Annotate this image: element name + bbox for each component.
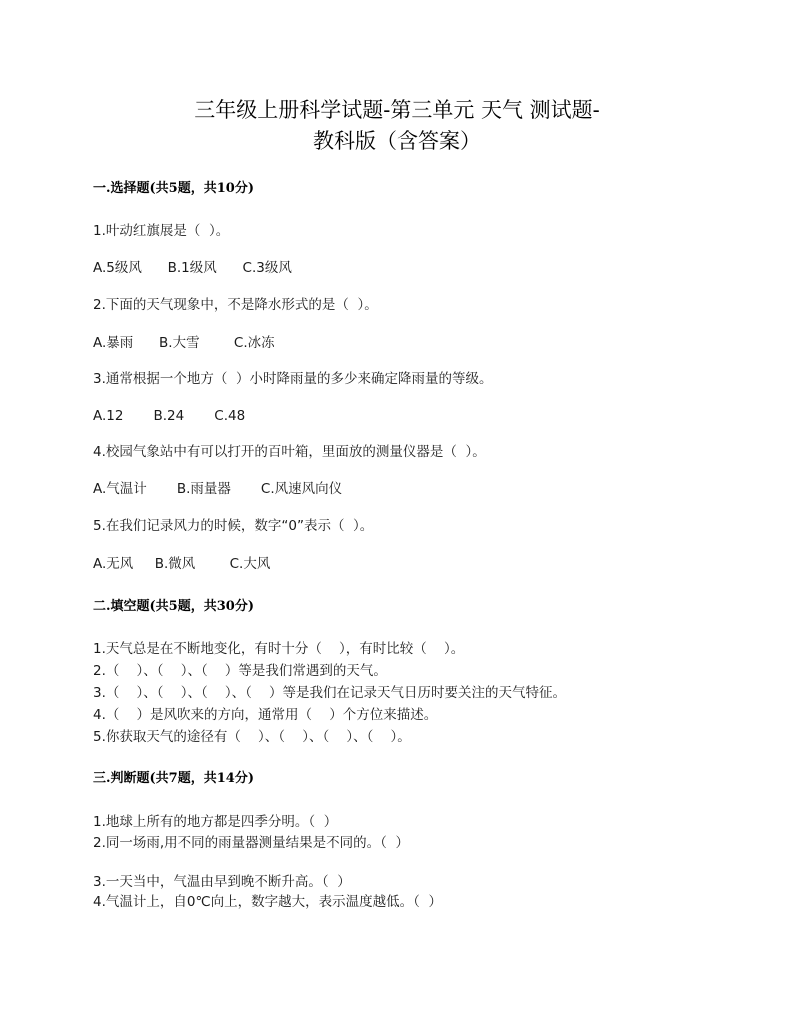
fill-question-3: 3.（ ）、（ ）、（ ）、（ ）等是我们在记录天气日历时要关注的天气特征。 bbox=[93, 685, 567, 701]
section-heading-choice: 一.选择题(共5题，共10分) bbox=[93, 181, 254, 196]
choice-question-2: 2.下面的天气现象中，不是降水形式的是（ ）。 bbox=[93, 297, 378, 313]
choice-options-5: A.无风 B.微风 C.大风 bbox=[93, 556, 271, 572]
fill-question-1: 1.天气总是在不断地变化，有时十分（ ），有时比较（ ）。 bbox=[93, 641, 465, 657]
fill-question-2: 2.（ ）、（ ）、（ ）等是我们常遇到的天气。 bbox=[93, 663, 387, 679]
document-title-line1: 三年级上册科学试题-第三单元 天气 测试题- bbox=[194, 98, 600, 122]
judge-question-2: 2.同一场雨,用不同的雨量器测量结果是不同的。（ ） bbox=[93, 835, 410, 851]
choice-question-1: 1.叶动红旗展是（ ）。 bbox=[93, 223, 230, 239]
choice-question-3: 3.通常根据一个地方（ ）小时降雨量的多少来确定降雨量的等级。 bbox=[93, 371, 493, 387]
judge-question-3: 3.一天当中，气温由早到晚不断升高。（ ） bbox=[93, 874, 351, 890]
judge-question-1: 1.地球上所有的地方都是四季分明。（ ） bbox=[93, 814, 338, 830]
choice-question-5: 5.在我们记录风力的时候，数字“0”表示（ ）。 bbox=[93, 518, 374, 534]
document-title-line2: 教科版（含答案） bbox=[313, 129, 481, 153]
choice-options-1: A.5级风 B.1级风 C.3级风 bbox=[93, 260, 292, 276]
judge-question-4: 4.气温计上，自0℃向上，数字越大，表示温度越低。（ ） bbox=[93, 894, 442, 910]
choice-options-3: A.12 B.24 C.48 bbox=[93, 408, 246, 424]
section-heading-judge: 三.判断题(共7题，共14分) bbox=[93, 771, 254, 786]
choice-options-4: A.气温计 B.雨量器 C.风速风向仪 bbox=[93, 481, 343, 497]
choice-options-2: A.暴雨 B.大雪 C.冰冻 bbox=[93, 335, 275, 351]
section-heading-fill: 二.填空题(共5题，共30分) bbox=[93, 599, 254, 614]
fill-question-4: 4.（ ）是风吹来的方向，通常用（ ）个方位来描述。 bbox=[93, 707, 438, 723]
fill-question-5: 5.你获取天气的途径有（ ）、（ ）、（ ）、（ ）。 bbox=[93, 729, 411, 745]
choice-question-4: 4.校园气象站中有可以打开的百叶箱，里面放的测量仪器是（ ）。 bbox=[93, 444, 486, 460]
